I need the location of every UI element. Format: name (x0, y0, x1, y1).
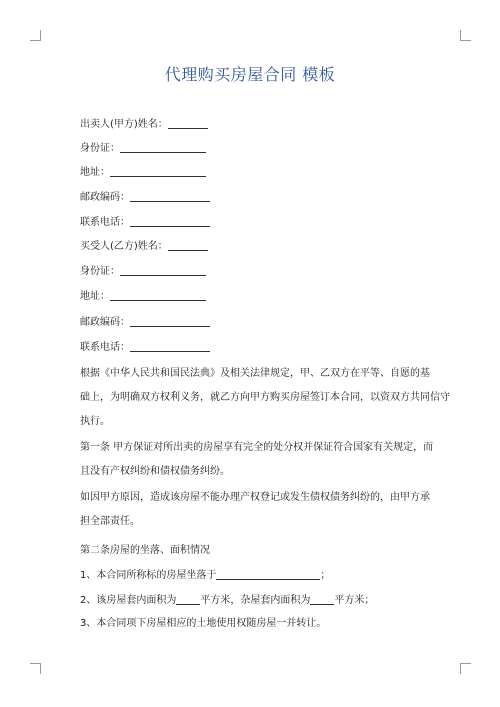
buyer-phone-field (80, 341, 210, 354)
corner-mark-bottom-left (30, 663, 41, 674)
buyer-phone-label: 联系电话： (80, 342, 130, 353)
seller-postcode-label: 邮政编码： (80, 192, 130, 203)
seller-phone-label: 联系电话： (80, 217, 130, 228)
intro-line-3: 执行。 (80, 416, 110, 427)
buyer-postcode-blank[interactable] (130, 316, 210, 327)
article-2-item-2-mid: 平方米，杂屋套内面积为 (200, 595, 311, 606)
seller-address-label: 地址： (80, 167, 110, 178)
buyer-name-blank[interactable] (168, 240, 208, 251)
document-title: 代理购买房屋合同 模板 (164, 65, 336, 84)
buyer-name-label: 买受人(乙方)姓名： (80, 241, 168, 252)
seller-id-field (80, 142, 206, 155)
article-2-item-3: 3、本合同项下房屋相应的土地使用权随房屋一并转让。 (80, 618, 327, 629)
seller-postcode-field (80, 191, 210, 204)
buyer-id-field (80, 265, 206, 278)
article-2-item-1-suffix: ； (320, 570, 331, 581)
article-2-item-2-suffix: 平方米； (334, 595, 375, 606)
seller-phone-field (80, 216, 210, 229)
seller-postcode-blank[interactable] (130, 191, 210, 202)
article-1-line-1: 第一条 甲方保证对所出卖的房屋享有完全的处分权并保证符合国家有关规定，而 (80, 442, 434, 453)
buyer-postcode-label: 邮政编码： (80, 317, 130, 328)
article-2-item-2 (80, 594, 374, 607)
buyer-name-field (80, 240, 208, 253)
seller-id-blank[interactable] (120, 142, 206, 153)
property-location-blank[interactable] (216, 569, 320, 580)
corner-mark-top-left (30, 30, 41, 41)
buyer-id-label: 身份证： (80, 266, 120, 277)
seller-id-label: 身份证： (80, 143, 120, 154)
buyer-address-field (80, 290, 206, 303)
intro-line-2: 础上，为明确双方权利义务，就乙方向甲方购买房屋签订本合同，以资双方共同信守 (80, 392, 450, 403)
corner-mark-bottom-right (460, 663, 471, 674)
article-1-line-2: 且没有产权纠纷和债权债务纠纷。 (80, 466, 230, 477)
seller-address-blank[interactable] (110, 166, 206, 177)
article-2-item-1 (80, 569, 330, 582)
buyer-postcode-field (80, 316, 210, 329)
storage-area-blank[interactable] (310, 594, 334, 605)
corner-mark-top-right (460, 30, 471, 41)
seller-name-blank[interactable] (168, 118, 208, 129)
article-2-item-2-prefix: 2、该房屋套内面积为 (80, 595, 177, 606)
seller-name-label: 出卖人(甲方)姓名： (80, 119, 168, 130)
intro-line-1: 根据《中华人民共和国民法典》及相关法律规定，甲、乙双方在平等、自愿的基 (80, 368, 430, 379)
buyer-id-blank[interactable] (120, 265, 206, 276)
article-2-item-1-prefix: 1、本合同所称标的房屋坐落于 (80, 570, 217, 581)
buyer-address-blank[interactable] (110, 290, 206, 301)
intro-paragraph (80, 362, 450, 434)
seller-address-field (80, 166, 206, 179)
buyer-address-label: 地址： (80, 291, 110, 302)
article-1-liability-paragraph (80, 486, 440, 534)
seller-phone-blank[interactable] (130, 216, 210, 227)
article-1-paragraph (80, 436, 440, 484)
seller-name-field (80, 118, 208, 131)
article-1-liability-line-1: 如因甲方原因，造成该房屋不能办理产权登记或发生债权债务纠纷的，由甲方承 (80, 492, 430, 503)
buyer-phone-blank[interactable] (130, 341, 210, 352)
article-2-heading: 第二条房屋的坐落、面积情况 (80, 545, 210, 556)
unit-area-blank[interactable] (176, 594, 200, 605)
article-1-liability-line-2: 担全部责任。 (80, 516, 140, 527)
